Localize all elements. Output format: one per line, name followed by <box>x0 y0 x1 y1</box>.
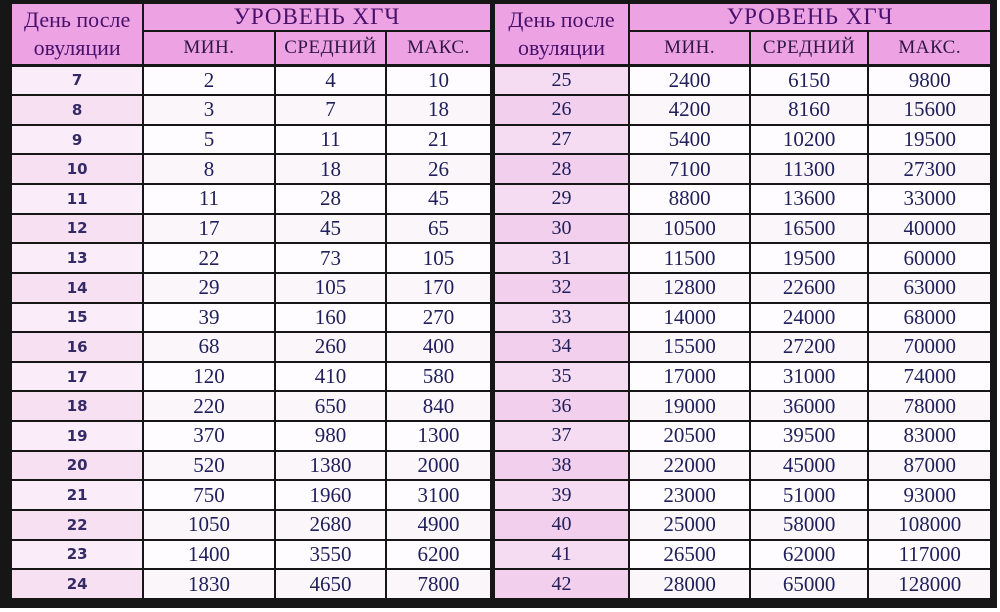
table-row <box>11 362 991 392</box>
hcg-level-header-left: УРОВЕНЬ ХГЧ <box>143 3 492 31</box>
day-cell: 19 <box>11 421 143 451</box>
hcg-level-table <box>10 2 992 600</box>
min-value-cell: 1400 <box>143 540 274 570</box>
max-column-header-left: МАКС. <box>386 31 492 65</box>
table-row <box>11 95 991 125</box>
table-row <box>11 243 991 273</box>
table-row <box>11 332 991 362</box>
day-cell: 11 <box>11 184 143 214</box>
min-value-cell: 220 <box>143 391 274 421</box>
avg-value-cell: 31000 <box>750 362 869 392</box>
day-cell: 40 <box>492 510 629 540</box>
avg-column-header-left: СРЕДНИЙ <box>275 31 387 65</box>
avg-value-cell: 16500 <box>750 214 869 244</box>
min-value-cell: 10500 <box>629 214 750 244</box>
day-cell: 24 <box>11 569 143 599</box>
max-value-cell: 18 <box>386 95 492 125</box>
table-row <box>11 569 991 599</box>
max-value-cell: 27300 <box>868 154 991 184</box>
day-cell: 28 <box>492 154 629 184</box>
min-value-cell: 750 <box>143 480 274 510</box>
avg-column-header-right: СРЕДНИЙ <box>750 31 869 65</box>
max-value-cell: 580 <box>386 362 492 392</box>
avg-value-cell: 73 <box>275 243 387 273</box>
day-cell: 41 <box>492 540 629 570</box>
min-value-cell: 22 <box>143 243 274 273</box>
day-cell: 38 <box>492 451 629 481</box>
avg-value-cell: 7 <box>275 95 387 125</box>
day-cell: 12 <box>11 214 143 244</box>
avg-value-cell: 8160 <box>750 95 869 125</box>
max-value-cell: 3100 <box>386 480 492 510</box>
day-cell: 17 <box>11 362 143 392</box>
min-value-cell: 26500 <box>629 540 750 570</box>
day-cell: 32 <box>492 273 629 303</box>
day-cell: 26 <box>492 95 629 125</box>
max-value-cell: 26 <box>386 154 492 184</box>
table-row <box>11 154 991 184</box>
avg-value-cell: 6150 <box>750 65 869 95</box>
avg-value-cell: 105 <box>275 273 387 303</box>
day-cell: 10 <box>11 154 143 184</box>
day-cell: 7 <box>11 65 143 95</box>
avg-value-cell: 39500 <box>750 421 869 451</box>
avg-value-cell: 1960 <box>275 480 387 510</box>
avg-value-cell: 1380 <box>275 451 387 481</box>
max-value-cell: 2000 <box>386 451 492 481</box>
max-value-cell: 19500 <box>868 125 991 155</box>
min-value-cell: 7100 <box>629 154 750 184</box>
min-value-cell: 2 <box>143 65 274 95</box>
min-value-cell: 29 <box>143 273 274 303</box>
max-value-cell: 1300 <box>386 421 492 451</box>
max-value-cell: 9800 <box>868 65 991 95</box>
hcg-level-header-right: УРОВЕНЬ ХГЧ <box>629 3 991 31</box>
min-value-cell: 2400 <box>629 65 750 95</box>
table-row <box>11 510 991 540</box>
min-value-cell: 17000 <box>629 362 750 392</box>
max-value-cell: 68000 <box>868 303 991 333</box>
avg-value-cell: 11300 <box>750 154 869 184</box>
max-value-cell: 270 <box>386 303 492 333</box>
avg-value-cell: 10200 <box>750 125 869 155</box>
avg-value-cell: 160 <box>275 303 387 333</box>
max-value-cell: 45 <box>386 184 492 214</box>
table-row <box>11 451 991 481</box>
max-value-cell: 105 <box>386 243 492 273</box>
min-value-cell: 11500 <box>629 243 750 273</box>
avg-value-cell: 11 <box>275 125 387 155</box>
min-column-header-left: МИН. <box>143 31 274 65</box>
avg-value-cell: 3550 <box>275 540 387 570</box>
day-cell: 22 <box>11 510 143 540</box>
avg-value-cell: 28 <box>275 184 387 214</box>
avg-value-cell: 24000 <box>750 303 869 333</box>
min-value-cell: 19000 <box>629 391 750 421</box>
max-value-cell: 170 <box>386 273 492 303</box>
avg-value-cell: 4650 <box>275 569 387 599</box>
table-header <box>11 3 991 65</box>
max-value-cell: 93000 <box>868 480 991 510</box>
max-value-cell: 87000 <box>868 451 991 481</box>
day-cell: 18 <box>11 391 143 421</box>
day-cell: 15 <box>11 303 143 333</box>
day-cell: 35 <box>492 362 629 392</box>
avg-value-cell: 650 <box>275 391 387 421</box>
min-value-cell: 23000 <box>629 480 750 510</box>
avg-value-cell: 45 <box>275 214 387 244</box>
table-row <box>11 540 991 570</box>
avg-value-cell: 22600 <box>750 273 869 303</box>
avg-value-cell: 980 <box>275 421 387 451</box>
day-cell: 23 <box>11 540 143 570</box>
max-value-cell: 840 <box>386 391 492 421</box>
min-value-cell: 12800 <box>629 273 750 303</box>
avg-value-cell: 65000 <box>750 569 869 599</box>
day-header-line1: День после <box>508 7 615 33</box>
max-value-cell: 6200 <box>386 540 492 570</box>
table-row <box>11 421 991 451</box>
day-cell: 33 <box>492 303 629 333</box>
table-row <box>11 125 991 155</box>
min-column-header-right: МИН. <box>629 31 750 65</box>
min-value-cell: 15500 <box>629 332 750 362</box>
min-value-cell: 20500 <box>629 421 750 451</box>
max-value-cell: 74000 <box>868 362 991 392</box>
min-value-cell: 3 <box>143 95 274 125</box>
day-cell: 25 <box>492 65 629 95</box>
min-value-cell: 1050 <box>143 510 274 540</box>
avg-value-cell: 19500 <box>750 243 869 273</box>
min-value-cell: 8 <box>143 154 274 184</box>
max-column-header-right: МАКС. <box>868 31 991 65</box>
day-cell: 37 <box>492 421 629 451</box>
avg-value-cell: 13600 <box>750 184 869 214</box>
max-value-cell: 10 <box>386 65 492 95</box>
min-value-cell: 11 <box>143 184 274 214</box>
max-value-cell: 60000 <box>868 243 991 273</box>
min-value-cell: 120 <box>143 362 274 392</box>
avg-value-cell: 62000 <box>750 540 869 570</box>
max-value-cell: 78000 <box>868 391 991 421</box>
max-value-cell: 117000 <box>868 540 991 570</box>
day-cell: 9 <box>11 125 143 155</box>
min-value-cell: 14000 <box>629 303 750 333</box>
min-value-cell: 17 <box>143 214 274 244</box>
table-row <box>11 214 991 244</box>
min-value-cell: 520 <box>143 451 274 481</box>
max-value-cell: 400 <box>386 332 492 362</box>
avg-value-cell: 36000 <box>750 391 869 421</box>
table-row <box>11 273 991 303</box>
max-value-cell: 108000 <box>868 510 991 540</box>
max-value-cell: 4900 <box>386 510 492 540</box>
avg-value-cell: 410 <box>275 362 387 392</box>
table-row <box>11 65 991 95</box>
min-value-cell: 5400 <box>629 125 750 155</box>
min-value-cell: 370 <box>143 421 274 451</box>
day-cell: 20 <box>11 451 143 481</box>
avg-value-cell: 2680 <box>275 510 387 540</box>
day-header-line1: День после <box>24 7 131 33</box>
table-row <box>11 303 991 333</box>
min-value-cell: 39 <box>143 303 274 333</box>
day-cell: 39 <box>492 480 629 510</box>
max-value-cell: 70000 <box>868 332 991 362</box>
day-header-line2: овуляции <box>33 34 121 60</box>
min-value-cell: 68 <box>143 332 274 362</box>
min-value-cell: 8800 <box>629 184 750 214</box>
max-value-cell: 63000 <box>868 273 991 303</box>
day-after-ovulation-header-right <box>492 3 629 65</box>
table-row <box>11 480 991 510</box>
avg-value-cell: 4 <box>275 65 387 95</box>
day-cell: 8 <box>11 95 143 125</box>
max-value-cell: 21 <box>386 125 492 155</box>
min-value-cell: 28000 <box>629 569 750 599</box>
day-after-ovulation-header-left <box>11 3 143 65</box>
max-value-cell: 33000 <box>868 184 991 214</box>
day-cell: 29 <box>492 184 629 214</box>
max-value-cell: 65 <box>386 214 492 244</box>
min-value-cell: 25000 <box>629 510 750 540</box>
avg-value-cell: 51000 <box>750 480 869 510</box>
day-cell: 14 <box>11 273 143 303</box>
day-cell: 21 <box>11 480 143 510</box>
table-row <box>11 184 991 214</box>
day-cell: 34 <box>492 332 629 362</box>
day-cell: 31 <box>492 243 629 273</box>
max-value-cell: 15600 <box>868 95 991 125</box>
max-value-cell: 7800 <box>386 569 492 599</box>
min-value-cell: 4200 <box>629 95 750 125</box>
avg-value-cell: 27200 <box>750 332 869 362</box>
avg-value-cell: 45000 <box>750 451 869 481</box>
day-cell: 27 <box>492 125 629 155</box>
day-cell: 42 <box>492 569 629 599</box>
min-value-cell: 1830 <box>143 569 274 599</box>
day-header-line2: овуляции <box>517 34 606 60</box>
day-cell: 16 <box>11 332 143 362</box>
max-value-cell: 40000 <box>868 214 991 244</box>
avg-value-cell: 260 <box>275 332 387 362</box>
day-cell: 13 <box>11 243 143 273</box>
day-cell: 30 <box>492 214 629 244</box>
table-row <box>11 391 991 421</box>
avg-value-cell: 18 <box>275 154 387 184</box>
min-value-cell: 5 <box>143 125 274 155</box>
table-body <box>11 65 991 599</box>
avg-value-cell: 58000 <box>750 510 869 540</box>
min-value-cell: 22000 <box>629 451 750 481</box>
day-cell: 36 <box>492 391 629 421</box>
max-value-cell: 128000 <box>868 569 991 599</box>
max-value-cell: 83000 <box>868 421 991 451</box>
